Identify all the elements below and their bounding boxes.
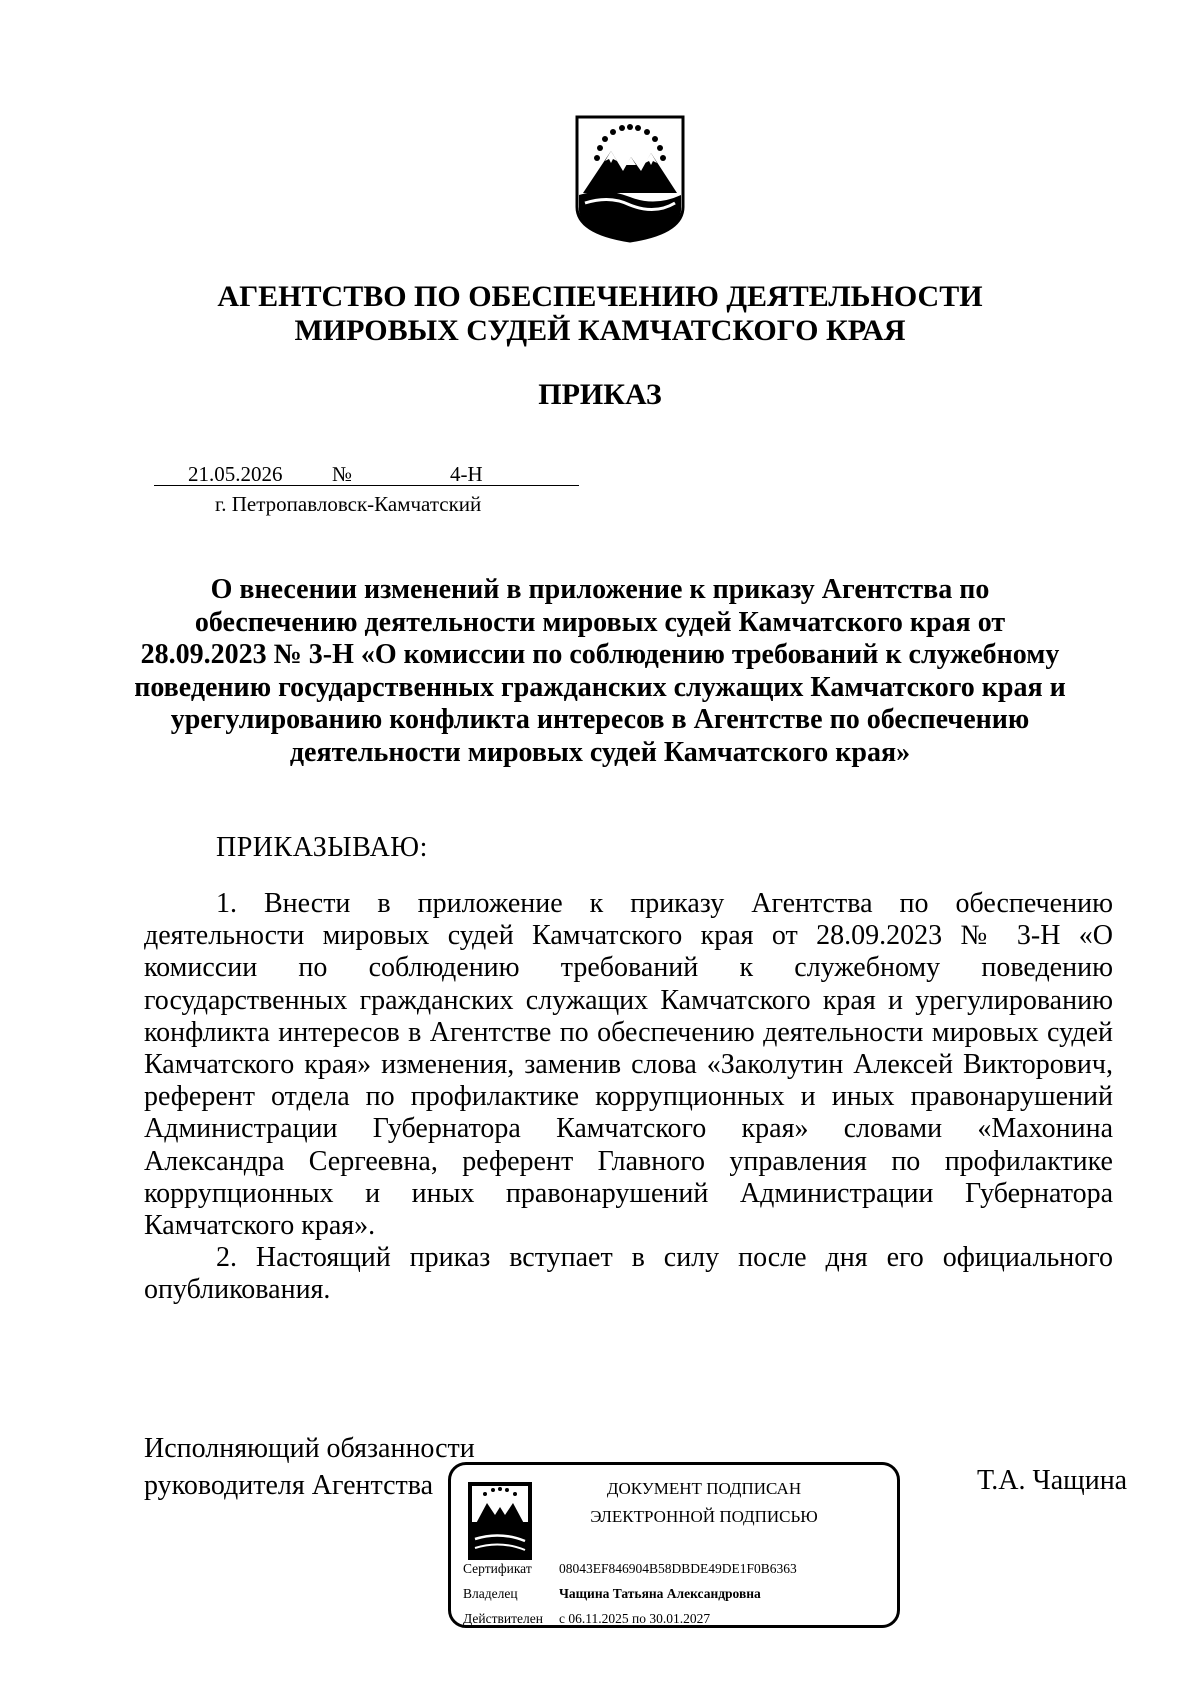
document-date: 21.05.2026 xyxy=(188,462,283,486)
subject-line: урегулированию конфликта интересов в Агентстве по обеспечению xyxy=(170,704,1030,735)
document-type-title: ПРИКАЗ xyxy=(538,378,662,411)
valid-to-date: 30.01.2027 xyxy=(649,1611,711,1626)
organization-name-line-2: МИРОВЫХ СУДЕЙ КАМЧАТСКОГО КРАЯ xyxy=(294,314,906,347)
order-body xyxy=(144,888,1113,1307)
valid-from-date: 06.11.2025 xyxy=(568,1611,629,1626)
organization-name xyxy=(0,280,1200,348)
subject-line: поведению государственных гражданских служащих Камчатского края и xyxy=(134,671,1066,703)
subject-line: деятельности мировых судей Камчатского края» xyxy=(289,736,911,768)
organization-name-line-1: АГЕНТСТВО ПО ОБЕСПЕЧЕНИЮ ДЕЯТЕЛЬНОСТИ xyxy=(217,280,983,313)
date-number-row xyxy=(154,462,579,488)
valid-from-prefix: с xyxy=(559,1611,565,1626)
subject-line: обеспечению деятельности мировых судей Камчатского края от xyxy=(194,606,1006,638)
signatory-position-line-2: руководителя Агентства xyxy=(144,1470,434,1501)
stamp-emblem-icon xyxy=(467,1481,533,1561)
order-paragraph-2: 2. Настоящий приказ вступает в силу после дня его официального опубликования. xyxy=(144,1242,1113,1306)
certificate-label: Сертификат xyxy=(463,1561,532,1576)
stamp-validity-row xyxy=(463,1611,710,1627)
stamp-title-line-1: ДОКУМЕНТ ПОДПИСАН xyxy=(606,1479,802,1498)
order-paragraph-1: 1. Внести в приложение к приказу Агентства по обеспечению деятельности мировых судей Камчатского края от 28.09.2023 № 3-Н «О комиссии по соблюдению требований к служебному поведению государственных гражданских служащих Камчатского края и урегулированию конфликта интересов в Агентстве по обеспечению деятельности мировых судей Камчатского края» изменения, заменив слова «Заколутин Алексей Викторович, референт отдела по профилактике коррупционных и иных правонарушений Администрации Губернатора Камчатского края» словами «Махонина Александра Сергеевна, референт Главного управления по профилактике коррупционных и иных правонарушений Администрации Губернатора Камчатского края». xyxy=(144,888,1113,1242)
kamchatka-coat-of-arms-emblem xyxy=(575,115,685,243)
subject-line: 28.09.2023 № 3-Н «О комиссии по соблюдению требований к служебному xyxy=(140,639,1060,670)
stamp-owner-row xyxy=(463,1586,761,1602)
valid-to-prefix: по xyxy=(632,1611,646,1626)
stamp-title xyxy=(551,1475,857,1531)
signatory-position-line-1: Исполняющий обязанности xyxy=(144,1433,475,1464)
document-city: г. Петропавловск-Камчатский xyxy=(215,492,482,516)
owner-label: Владелец xyxy=(463,1586,518,1601)
order-directive-word: ПРИКАЗЫВАЮ: xyxy=(216,832,428,863)
electronic-signature-stamp xyxy=(448,1462,900,1628)
owner-value: Чащина Татьяна Александровна xyxy=(559,1586,761,1601)
stamp-certificate-row xyxy=(463,1561,797,1577)
subject-line: О внесении изменений в приложение к приказу Агентства по xyxy=(210,574,990,605)
number-sign: № xyxy=(332,462,353,486)
validity-label: Действителен xyxy=(463,1611,543,1626)
certificate-value: 08043EF846904B58DBDE49DE1F0B6363 xyxy=(559,1561,797,1576)
document-number: 4-Н xyxy=(450,462,483,486)
signatory-position xyxy=(144,1430,475,1504)
signatory-name: Т.А. Чащина xyxy=(977,1465,1128,1496)
stamp-title-line-2: ЭЛЕКТРОННОЙ ПОДПИСЬЮ xyxy=(590,1507,818,1526)
document-subject xyxy=(120,574,1080,769)
